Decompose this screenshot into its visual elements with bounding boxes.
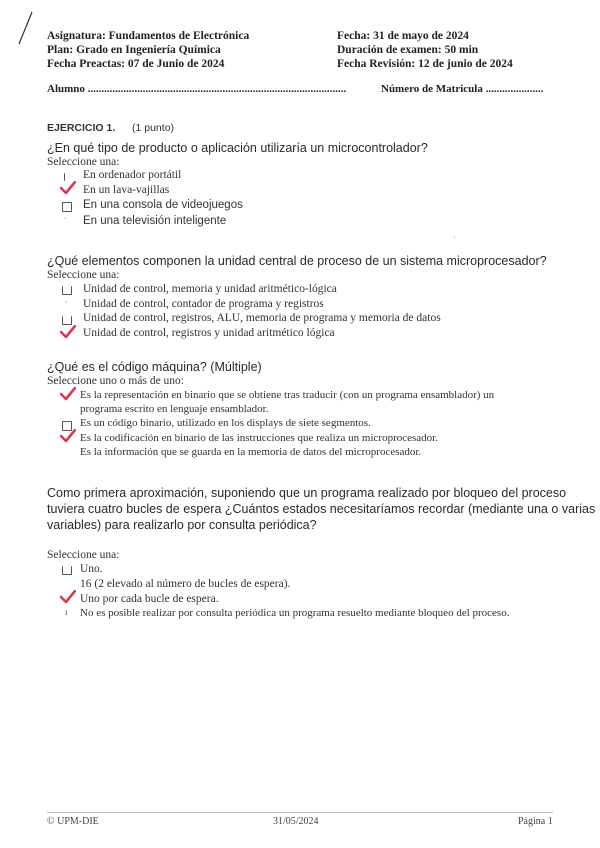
footer-left: © UPM-DIE [47, 816, 99, 827]
footer-center: 31/05/2024 [273, 816, 319, 827]
matricula-field: Número de Matricula ..................... [381, 83, 544, 95]
footer-rule [47, 812, 553, 813]
question-3-prompt: Seleccione uno o más de uno: [47, 375, 185, 387]
question-1-option-3[interactable]: En una consola de videojuegos [83, 199, 243, 211]
header-fecha: Fecha: 31 de mayo de 2024 [337, 30, 469, 42]
check-mark-icon [60, 387, 76, 401]
radio-mark[interactable] [62, 202, 72, 212]
question-3-text: ¿Qué es el código máquina? (Múltiple) [47, 360, 262, 374]
question-4-option-4[interactable]: No es posible realizar por consulta periódica un programa resuelto mediante bloqueo del proceso. [80, 607, 510, 619]
question-1-text: ¿En qué tipo de producto o aplicación utilizaría un microcontrolador? [47, 141, 428, 155]
check-mark-icon [60, 590, 76, 604]
header-plan: Plan: Grado en Ingeniería Química [47, 44, 221, 56]
header-fecha-preactas: Fecha Preactas: 07 de Junio de 2024 [47, 58, 225, 70]
check-mark-icon [60, 325, 76, 339]
question-3-option-1-cont: programa escrito en lenguaje ensamblador. [80, 403, 269, 415]
radio-mark[interactable] [64, 173, 67, 181]
question-1-prompt: Seleccione una: [47, 156, 120, 168]
pen-stroke-mark [16, 10, 36, 46]
question-4-text-line-2: tuviera cuatro bucles de espera ¿Cuántos estados necesitaríamos recordar (mediante una o varias [47, 502, 596, 516]
header-duracion: Duración de examen: 50 min [337, 44, 479, 56]
question-4-option-1[interactable]: Uno. [80, 563, 103, 575]
footer-right: Página 1 [518, 816, 553, 827]
question-1-option-1[interactable]: En ordenador portátil [83, 169, 182, 181]
header-asignatura: Asignatura: Fundamentos de Electrónica [47, 30, 250, 42]
exercise-points: (1 punto) [132, 122, 175, 134]
header-fecha-revision: Fecha Revisión: 12 de junio de 2024 [337, 58, 513, 70]
radio-mark[interactable] [62, 316, 72, 325]
question-3-option-4[interactable]: Es la información que se guarda en la memoria de datos del microprocesador. [80, 446, 422, 458]
question-2-text: ¿Qué elementos componen la unidad central de proceso de un sistema microprocesador? [47, 254, 547, 268]
question-3-option-2[interactable]: Es un código binario, utilizado en los displays de siete segmentos. [80, 417, 371, 429]
question-2-option-2[interactable]: Unidad de control, contador de programa y registros [83, 298, 324, 310]
question-4-option-3[interactable]: Uno por cada bucle de espera. [80, 593, 219, 605]
check-mark-icon [60, 429, 76, 443]
question-3-option-1[interactable]: Es la representación en binario que se obtiene tras traducir (con un programa ensamblador) un [80, 389, 495, 401]
alumno-field: Alumno .............................................................................................. [47, 83, 347, 95]
question-2-option-1[interactable]: Unidad de control, memoria y unidad aritmético-lógica [83, 283, 337, 295]
radio-mark[interactable] [62, 286, 72, 295]
radio-mark[interactable]: · [65, 298, 68, 307]
check-mark-icon [60, 181, 76, 195]
radio-mark[interactable] [62, 566, 72, 575]
question-2-prompt: Seleccione una: [47, 269, 120, 281]
exercise-title: EJERCICIO 1. [47, 122, 116, 134]
question-1-option-2[interactable]: En un lava-vajillas [83, 184, 170, 196]
radio-mark[interactable]: ı [65, 607, 68, 617]
radio-mark[interactable]: · [64, 214, 67, 223]
question-1-option-4[interactable]: En una televisión inteligente [83, 215, 227, 227]
question-4-text-line-1: Como primera aproximación, suponiendo que un programa realizado por bloqueo del proceso [47, 486, 567, 500]
question-4-option-2[interactable]: 16 (2 elevado al número de bucles de espera). [80, 578, 291, 590]
question-2-option-3[interactable]: Unidad de control, registros, ALU, memoria de programa y memoria de datos [83, 312, 441, 324]
question-4-text-line-3: variables) para realizarlo por consulta periódica? [47, 518, 317, 532]
question-4-prompt: Seleccione una: [47, 549, 120, 561]
question-3-option-3[interactable]: Es la codificación en binario de las instrucciones que realiza un microprocesador. [80, 432, 438, 444]
question-2-option-4[interactable]: Unidad de control, registros y unidad aritmético lógica [83, 327, 335, 339]
stray-mark: · [453, 233, 456, 242]
